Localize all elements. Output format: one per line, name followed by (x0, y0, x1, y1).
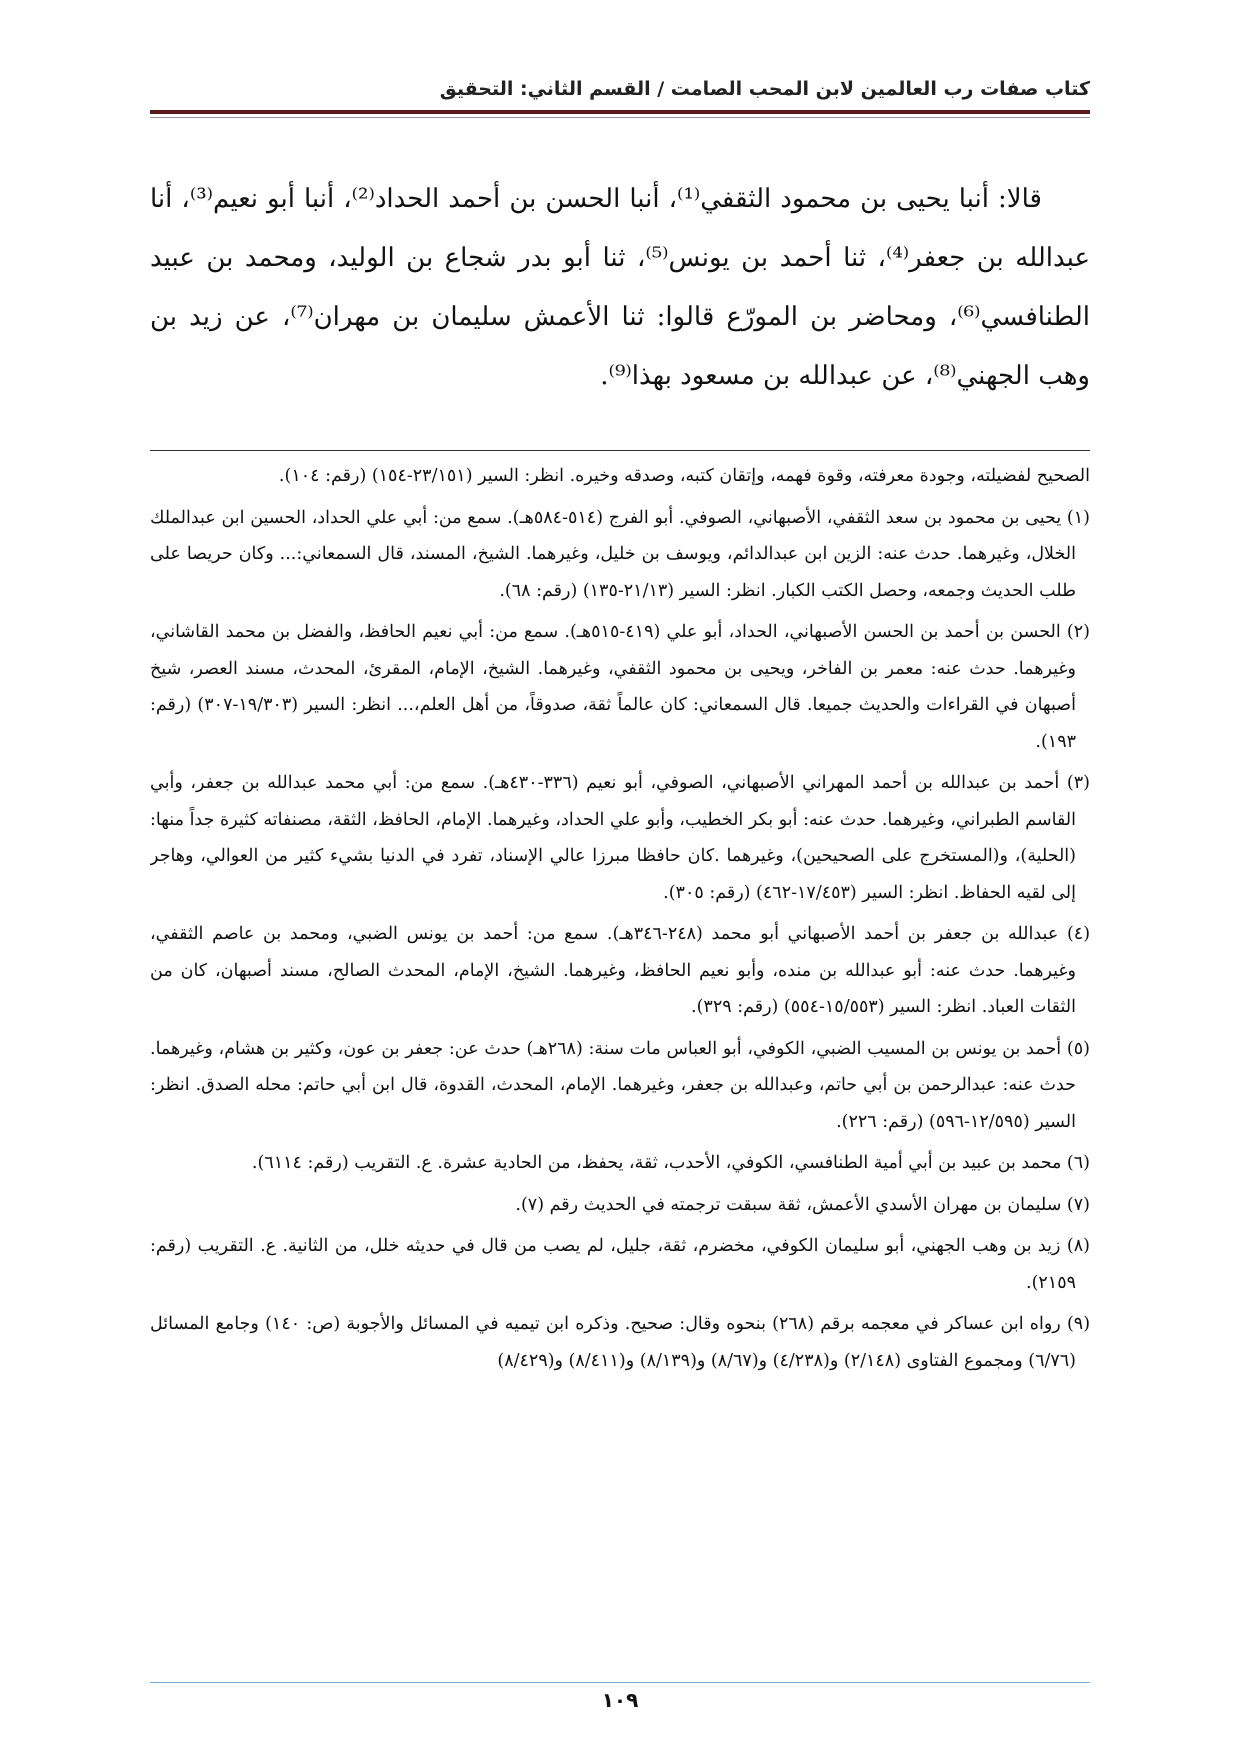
hadith-chain-paragraph: قالا: أنبا يحيى بن محمود الثقفي⁽¹⁾، أنبا الحسن بن أحمد الحداد⁽²⁾، أنبا أبو نعيم⁽³⁾، أنا عبدالله بن جعفر⁽⁴⁾، ثنا أحمد بن يونس⁽⁵⁾، ثنا أبو بدر شجاع بن الوليد، ومحمد بن عبيد الطنافسي⁽⁶⁾، ومحاضر بن المورّع قالوا: ثنا الأعمش سليمان بن مهران⁽⁷⁾، عن زيد بن وهب الجهني⁽⁸⁾، عن عبدالله بن مسعود بهذا⁽⁹⁾. (150, 184, 1090, 391)
footer-rule (150, 1682, 1090, 1683)
footnote-6: (٦) محمد بن عبيد بن أبي أمية الطنافسي، الكوفي، الأحدب، ثقة، يحفظ، من الحادية عشرة. ع. التقريب (رقم: ٦١١٤). (251, 1153, 1090, 1173)
running-header (150, 78, 1090, 100)
footnote-3: (٣) أحمد بن عبدالله بن أحمد المهراني الأصبهاني، الصوفي، أبو نعيم (٣٣٦-٤٣٠هـ). سمع من: أبي محمد عبدالله بن جعفر، وأبي القاسم الطبراني، وغيرهما. حدث عنه: أبو بكر الخطيب، وأبو علي الحداد، وغيرهما. الإمام، الحافظ، الثقة، مصنفاته كثيرة جداً منها: (الحلية)، و(المستخرج على الصحيحين)، وغيرهما .كان حافظا مبرزا عالي الإسناد، تفرد في الدنيا بشيء كثير من العوالي، وهاجر إلى لقيه الحفاظ. انظر: السير (١٧/٤٥٣-٤٦٢) (رقم: ٣٠٥). (150, 773, 1090, 903)
footnote-2: (٢) الحسن بن أحمد بن الحسن الأصبهاني، الحداد، أبو علي (٤١٩-٥١٥هـ). سمع من: أبي نعيم الحافظ، والفضل بن محمد القاشاني، وغيرهما. حدث عنه: معمر بن الفاخر، ويحيى بن محمود الثقفي، وغيرهما. الشيخ، الإمام، المقرئ، المحدث، مسند العصر، شيخ أصبهان في القراءات والحديث جميعا. قال السمعاني: كان عالماً ثقة، صدوقاً، من أهل العلم،... انظر: السير (١٩/٣٠٣-٣٠٧) (رقم: ١٩٣). (150, 622, 1090, 752)
book-title: كتاب صفات رب العالمين لابن المحب الصامت / القسم الثاني: التحقيق (439, 78, 1090, 100)
footnote-4: (٤) عبدالله بن جعفر بن أحمد الأصبهاني أبو محمد (٢٤٨-٣٤٦هـ). سمع من: أحمد بن يونس الضبي، ومحمد بن عاصم الثقفي، وغيرهما. حدث عنه: أبو عبدالله بن منده، وأبو نعيم الحافظ، وغيرهما. الشيخ، الإمام، المحدث الصالح، مسند أصبهان، كان من الثقات العباد. انظر: السير (١٥/٥٥٣-٥٥٤) (رقم: ٣٢٩). (150, 924, 1090, 1017)
main-text-block (150, 170, 1090, 406)
footnote-separator (150, 450, 1090, 451)
footnote-7: (٧) سليمان بن مهران الأسدي الأعمش، ثقة سبقت ترجمته في الحديث رقم (٧). (515, 1194, 1090, 1215)
footnotes-block (150, 458, 1090, 1678)
footnote-8: (٨) زيد بن وهب الجهني، أبو سليمان الكوفي، مخضرم، ثقة، جليل، لم يصب من قال في حديثه خلل، من الثانية. ع. التقريب (رقم: ٢١٥٩). (150, 1236, 1090, 1293)
footnote-9: (٩) رواه ابن عساكر في معجمه برقم (٢٦٨) بنحوه وقال: صحيح. وذكره ابن تيميه في المسائل والأجوبة (ص: ١٤٠) وجامع المسائل (٦/٧٦) ومجموع الفتاوى (٢/١٤٨) و(٤/٢٣٨) و(٨/٦٧) و(٨/١٣٩) و(٨/٤١١) و(٨/٤٢٩) (150, 1314, 1090, 1371)
header-rule-thick (150, 110, 1090, 114)
footnote-5: (٥) أحمد بن يونس بن المسيب الضبي، الكوفي، أبو العباس مات سنة: (٢٦٨هـ) حدث عن: جعفر بن عون، وكثير بن هشام، وغيرهما. حدث عنه: عبدالرحمن بن أبي حاتم، وعبدالله بن جعفر، وغيرهما. الإمام، المحدث، القدوة، قال ابن أبي حاتم: محله الصدق. انظر: السير (١٢/٥٩٥-٥٩٦) (رقم: ٢٢٦). (150, 1038, 1090, 1132)
header-rule-thin (150, 117, 1090, 118)
footnote-1: (١) يحيى بن محمود بن سعد الثقفي، الأصبهاني، الصوفي. أبو الفرج (٥١٤-٥٨٤هـ). سمع من: أبي علي الحداد، الحسين ابن عبدالملك الخلال، وغيرهما. حدث عنه: الزين ابن عبدالدائم، ويوسف بن خليل، وغيرهما. الشيخ، المسند، قال السمعاني:... وكان حريصا على طلب الحديث وجمعه، وحصل الكتب الكبار. انظر: السير (٢١/١٣-١٣٥) (رقم: ٦٨). (150, 507, 1090, 601)
footnote-continuation: الصحيح لفضيلته، وجودة معرفته، وقوة فهمه، وإتقان كتبه، وصدقه وخيره. انظر: السير (٢٣/١٥١-١٥٤) (رقم: ١٠٤). (278, 466, 1090, 486)
page-number: ١٠٩ (601, 1688, 639, 1712)
